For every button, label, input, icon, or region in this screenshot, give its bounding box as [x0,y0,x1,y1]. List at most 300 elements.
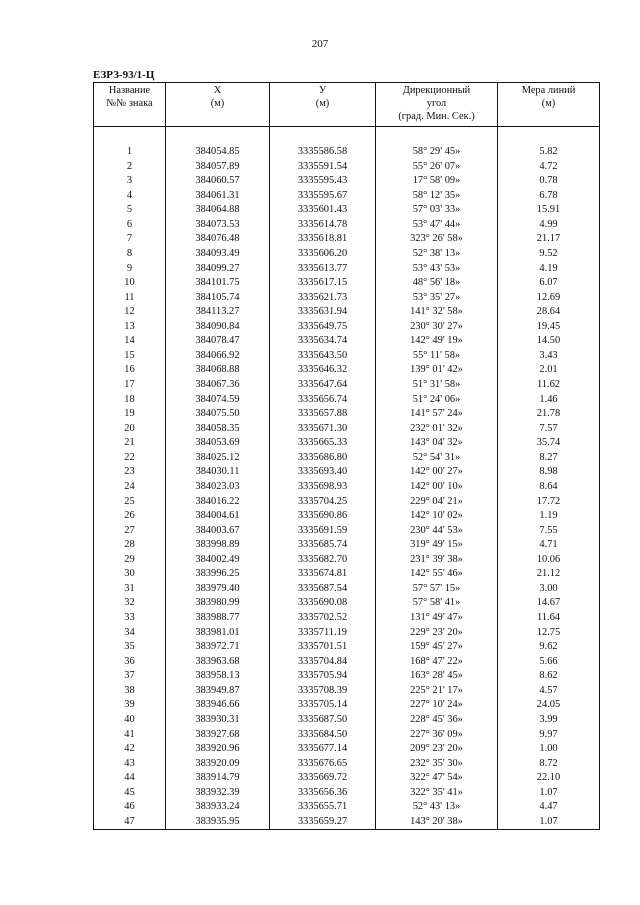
cell-point-number: 38 [94,684,166,699]
cell-line-length: 4.19 [498,262,600,277]
cell-point-number: 36 [94,655,166,670]
cell-point-number: 31 [94,582,166,597]
cell-x: 383932.39 [166,786,270,801]
header-x [166,83,270,127]
cell-direction-angle: 57° 57' 15» [376,582,498,597]
cell-x: 384066.92 [166,349,270,364]
cell-x: 383963.68 [166,655,270,670]
table-row [94,218,600,233]
header-point-name [94,83,166,127]
cell-y: 3335643.50 [270,349,376,364]
header-text: Мера линий [521,85,576,96]
table-row [94,451,600,466]
cell-line-length: 3.00 [498,582,600,597]
cell-point-number: 13 [94,320,166,335]
cell-point-number: 27 [94,524,166,539]
cell-x: 384093.49 [166,247,270,262]
cell-direction-angle: 232° 01' 32» [376,422,498,437]
cell-point-number: 5 [94,203,166,218]
cell-line-length: 12.69 [498,291,600,306]
cell-x: 383914.79 [166,771,270,786]
cell-x: 384004.61 [166,509,270,524]
header-text: Название [108,85,151,96]
cell-y: 3335618.81 [270,232,376,247]
cell-line-length: 5.66 [498,655,600,670]
cell-direction-angle: 168° 47' 22» [376,655,498,670]
table-row [94,553,600,568]
cell-line-length: 5.82 [498,145,600,160]
cell-point-number: 24 [94,480,166,495]
cell-direction-angle: 52° 43' 13» [376,800,498,815]
header-text: (м) [210,98,225,109]
cell-direction-angle: 142° 00' 27» [376,465,498,480]
cell-line-length: 10.06 [498,553,600,568]
cell-y: 3335601.43 [270,203,376,218]
cell-y: 3335674.81 [270,567,376,582]
cell-direction-angle: 131° 49' 47» [376,611,498,626]
table-row [94,291,600,306]
cell-direction-angle: 322° 35' 41» [376,786,498,801]
cell-y: 3335671.30 [270,422,376,437]
cell-y: 3335684.50 [270,728,376,743]
cell-point-number: 11 [94,291,166,306]
cell-direction-angle: 230° 44' 53» [376,524,498,539]
cell-point-number: 9 [94,262,166,277]
cell-x: 383988.77 [166,611,270,626]
table-row [94,669,600,684]
cell-line-length: 6.78 [498,189,600,204]
cell-point-number: 41 [94,728,166,743]
table-row [94,174,600,189]
cell-y: 3335701.51 [270,640,376,655]
cell-x: 383972.71 [166,640,270,655]
cell-x: 384057.89 [166,160,270,175]
cell-point-number: 19 [94,407,166,422]
cell-point-number: 23 [94,465,166,480]
cell-x: 384105.74 [166,291,270,306]
table-row [94,480,600,495]
table-row [94,757,600,772]
cell-line-length: 22.10 [498,771,600,786]
cell-y: 3335631.94 [270,305,376,320]
cell-point-number: 45 [94,786,166,801]
cell-x: 384074.59 [166,393,270,408]
cell-point-number: 14 [94,334,166,349]
table-row [94,160,600,175]
cell-x: 384061.31 [166,189,270,204]
spacer-cell [376,127,498,146]
cell-x: 384099.27 [166,262,270,277]
cell-x: 384090.84 [166,320,270,335]
cell-line-length: 4.71 [498,538,600,553]
cell-y: 3335705.94 [270,669,376,684]
header-text: X [213,85,222,96]
cell-x: 383946.66 [166,698,270,713]
cell-point-number: 20 [94,422,166,437]
cell-x: 383933.24 [166,800,270,815]
cell-point-number: 32 [94,596,166,611]
cell-direction-angle: 142° 49' 19» [376,334,498,349]
cell-point-number: 46 [94,800,166,815]
table-row [94,611,600,626]
cell-x: 383980.99 [166,596,270,611]
cell-point-number: 43 [94,757,166,772]
cell-direction-angle: 58° 12' 35» [376,189,498,204]
cell-direction-angle: 227° 10' 24» [376,698,498,713]
cell-x: 384054.85 [166,145,270,160]
cell-direction-angle: 323° 26' 58» [376,232,498,247]
cell-direction-angle: 229° 04' 21» [376,495,498,510]
cell-line-length: 1.07 [498,786,600,801]
cell-y: 3335708.39 [270,684,376,699]
cell-y: 3335698.93 [270,480,376,495]
cell-line-length: 8.62 [498,669,600,684]
cell-line-length: 8.98 [498,465,600,480]
cell-point-number: 8 [94,247,166,262]
table-row [94,145,600,160]
cell-direction-angle: 57° 58' 41» [376,596,498,611]
cell-x: 384078.47 [166,334,270,349]
cell-y: 3335621.73 [270,291,376,306]
cell-x: 384067.36 [166,378,270,393]
cell-line-length: 12.75 [498,626,600,641]
spacer-cell [498,127,600,146]
cell-line-length: 1.46 [498,393,600,408]
table-row [94,815,600,830]
cell-direction-angle: 227° 36' 09» [376,728,498,743]
cell-direction-angle: 55° 26' 07» [376,160,498,175]
header-text: (м) [315,98,330,109]
cell-x: 384113.27 [166,305,270,320]
cell-y: 3335669.72 [270,771,376,786]
cell-direction-angle: 322° 47' 54» [376,771,498,786]
header-text: угол [426,98,447,109]
cell-line-length: 14.50 [498,334,600,349]
cell-line-length: 1.07 [498,815,600,830]
table-row [94,640,600,655]
cell-point-number: 21 [94,436,166,451]
cell-line-length: 8.27 [498,451,600,466]
cell-x: 383958.13 [166,669,270,684]
table-spacer-row [94,127,600,146]
cell-x: 384023.03 [166,480,270,495]
cell-y: 3335687.54 [270,582,376,597]
cell-line-length: 7.57 [498,422,600,437]
cell-x: 384101.75 [166,276,270,291]
table-row [94,232,600,247]
cell-y: 3335687.50 [270,713,376,728]
cell-direction-angle: 319° 49' 15» [376,538,498,553]
cell-x: 384025.12 [166,451,270,466]
cell-direction-angle: 231° 39' 38» [376,553,498,568]
cell-point-number: 10 [94,276,166,291]
cell-line-length: 9.62 [498,640,600,655]
header-text: Дирекционный [402,85,471,96]
cell-line-length: 11.62 [498,378,600,393]
cell-x: 384073.53 [166,218,270,233]
cell-point-number: 4 [94,189,166,204]
cell-point-number: 37 [94,669,166,684]
cell-point-number: 47 [94,815,166,830]
cell-line-length: 3.43 [498,349,600,364]
cell-x: 384053.69 [166,436,270,451]
cell-point-number: 30 [94,567,166,582]
cell-direction-angle: 52° 54' 31» [376,451,498,466]
table-row [94,567,600,582]
cell-direction-angle: 141° 57' 24» [376,407,498,422]
cell-line-length: 7.55 [498,524,600,539]
cell-x: 384068.88 [166,363,270,378]
table-row [94,276,600,291]
cell-direction-angle: 53° 43' 53» [376,262,498,277]
table-row [94,203,600,218]
cell-y: 3335614.78 [270,218,376,233]
cell-y: 3335657.88 [270,407,376,422]
cell-point-number: 7 [94,232,166,247]
cell-direction-angle: 51° 24' 06» [376,393,498,408]
cell-y: 3335606.20 [270,247,376,262]
cell-direction-angle: 17° 58' 09» [376,174,498,189]
cell-line-length: 17.72 [498,495,600,510]
cell-line-length: 4.57 [498,684,600,699]
table-row [94,334,600,349]
cell-x: 384075.50 [166,407,270,422]
cell-point-number: 1 [94,145,166,160]
cell-x: 384076.48 [166,232,270,247]
table-row [94,509,600,524]
cell-point-number: 28 [94,538,166,553]
cell-direction-angle: 225° 21' 17» [376,684,498,699]
table-row [94,655,600,670]
cell-point-number: 18 [94,393,166,408]
cell-point-number: 15 [94,349,166,364]
cell-point-number: 34 [94,626,166,641]
cell-y: 3335677.14 [270,742,376,757]
cell-y: 3335682.70 [270,553,376,568]
header-text: №№ знака [106,98,153,109]
cell-x: 384003.67 [166,524,270,539]
cell-y: 3335711.19 [270,626,376,641]
cell-line-length: 28.64 [498,305,600,320]
cell-direction-angle: 57° 03' 33» [376,203,498,218]
table-row [94,538,600,553]
cell-direction-angle: 143° 04' 32» [376,436,498,451]
cell-line-length: 35.74 [498,436,600,451]
cell-point-number: 3 [94,174,166,189]
cell-point-number: 16 [94,363,166,378]
table-row [94,247,600,262]
cell-point-number: 44 [94,771,166,786]
cell-point-number: 6 [94,218,166,233]
cell-y: 3335686.80 [270,451,376,466]
table-row [94,582,600,597]
cell-line-length: 21.78 [498,407,600,422]
table-row [94,320,600,335]
cell-direction-angle: 159° 45' 27» [376,640,498,655]
cell-x: 384030.11 [166,465,270,480]
coordinates-table [93,82,600,830]
table-row [94,262,600,277]
cell-point-number: 12 [94,305,166,320]
cell-x: 384064.88 [166,203,270,218]
cell-line-length: 15.91 [498,203,600,218]
cell-y: 3335595.43 [270,174,376,189]
cell-y: 3335702.52 [270,611,376,626]
cell-line-length: 9.52 [498,247,600,262]
table-row [94,407,600,422]
cell-x: 383949.87 [166,684,270,699]
cell-direction-angle: 142° 10' 02» [376,509,498,524]
cell-direction-angle: 53° 47' 44» [376,218,498,233]
cell-point-number: 26 [94,509,166,524]
cell-y: 3335586.58 [270,145,376,160]
cell-line-length: 0.78 [498,174,600,189]
cell-x: 383981.01 [166,626,270,641]
header-y [270,83,376,127]
table-row [94,378,600,393]
cell-y: 3335665.33 [270,436,376,451]
cell-direction-angle: 52° 38' 13» [376,247,498,262]
cell-line-length: 14.67 [498,596,600,611]
cell-y: 3335693.40 [270,465,376,480]
cell-y: 3335705.14 [270,698,376,713]
cell-y: 3335634.74 [270,334,376,349]
cell-direction-angle: 53° 35' 27» [376,291,498,306]
cell-direction-angle: 232° 35' 30» [376,757,498,772]
table-row [94,349,600,364]
table-row [94,363,600,378]
table-row [94,626,600,641]
cell-line-length: 2.01 [498,363,600,378]
cell-direction-angle: 143° 20' 38» [376,815,498,830]
cell-direction-angle: 51° 31' 58» [376,378,498,393]
cell-y: 3335704.84 [270,655,376,670]
cell-direction-angle: 58° 29' 45» [376,145,498,160]
table-row [94,771,600,786]
cell-y: 3335656.74 [270,393,376,408]
cell-direction-angle: 142° 00' 10» [376,480,498,495]
table-row [94,305,600,320]
cell-x: 383998.89 [166,538,270,553]
cell-point-number: 2 [94,160,166,175]
spacer-cell [94,127,166,146]
table-row [94,436,600,451]
cell-direction-angle: 228° 45' 36» [376,713,498,728]
cell-direction-angle: 230° 30' 27» [376,320,498,335]
cell-x: 383935.95 [166,815,270,830]
table-row [94,393,600,408]
cell-y: 3335656.36 [270,786,376,801]
cell-direction-angle: 209° 23' 20» [376,742,498,757]
cell-line-length: 21.17 [498,232,600,247]
cell-line-length: 6.07 [498,276,600,291]
cell-x: 383920.09 [166,757,270,772]
cell-y: 3335647.64 [270,378,376,393]
cell-point-number: 29 [94,553,166,568]
cell-x: 383979.40 [166,582,270,597]
cell-x: 384060.57 [166,174,270,189]
cell-y: 3335655.71 [270,800,376,815]
table-row [94,596,600,611]
cell-line-length: 21.12 [498,567,600,582]
cell-y: 3335613.77 [270,262,376,277]
table-row [94,495,600,510]
header-direction-angle [376,83,498,127]
table-row [94,422,600,437]
table-row [94,465,600,480]
table-row [94,524,600,539]
cell-y: 3335646.32 [270,363,376,378]
header-line-length [498,83,600,127]
cell-y: 3335690.08 [270,596,376,611]
cell-line-length: 1.19 [498,509,600,524]
cell-y: 3335676.65 [270,757,376,772]
cell-x: 383927.68 [166,728,270,743]
cell-line-length: 8.64 [498,480,600,495]
cell-direction-angle: 163° 28' 45» [376,669,498,684]
cell-x: 383996.25 [166,567,270,582]
cell-point-number: 35 [94,640,166,655]
cell-point-number: 25 [94,495,166,510]
cell-direction-angle: 142° 55' 46» [376,567,498,582]
header-text: У [318,85,327,96]
header-text: (м) [541,98,556,109]
document-code: ЕЗРЗ-93/1-Ц [93,69,155,81]
cell-line-length: 9.97 [498,728,600,743]
cell-line-length: 1.00 [498,742,600,757]
cell-x: 383930.31 [166,713,270,728]
table-row [94,713,600,728]
cell-line-length: 3.99 [498,713,600,728]
cell-line-length: 4.99 [498,218,600,233]
header-text: (град. Мин. Сек.) [398,111,475,122]
cell-y: 3335617.15 [270,276,376,291]
cell-y: 3335659.27 [270,815,376,830]
cell-x: 384016.22 [166,495,270,510]
cell-y: 3335591.54 [270,160,376,175]
cell-line-length: 11.64 [498,611,600,626]
cell-line-length: 4.72 [498,160,600,175]
cell-direction-angle: 139° 01' 42» [376,363,498,378]
spacer-cell [270,127,376,146]
cell-line-length: 19.45 [498,320,600,335]
cell-direction-angle: 48° 56' 18» [376,276,498,291]
table-row [94,800,600,815]
table-row [94,684,600,699]
cell-x: 383920.96 [166,742,270,757]
cell-x: 384058.35 [166,422,270,437]
cell-line-length: 4.47 [498,800,600,815]
cell-y: 3335595.67 [270,189,376,204]
table-header-row [94,83,600,127]
table-body [94,127,600,830]
table-row [94,742,600,757]
cell-direction-angle: 229° 23' 20» [376,626,498,641]
cell-point-number: 22 [94,451,166,466]
cell-line-length: 8.72 [498,757,600,772]
cell-point-number: 33 [94,611,166,626]
cell-y: 3335685.74 [270,538,376,553]
cell-y: 3335691.59 [270,524,376,539]
table-row [94,698,600,713]
cell-point-number: 17 [94,378,166,393]
cell-y: 3335690.86 [270,509,376,524]
page-number: 207 [311,38,329,50]
cell-line-length: 24.05 [498,698,600,713]
cell-direction-angle: 141° 32' 58» [376,305,498,320]
cell-direction-angle: 55° 11' 58» [376,349,498,364]
cell-point-number: 40 [94,713,166,728]
